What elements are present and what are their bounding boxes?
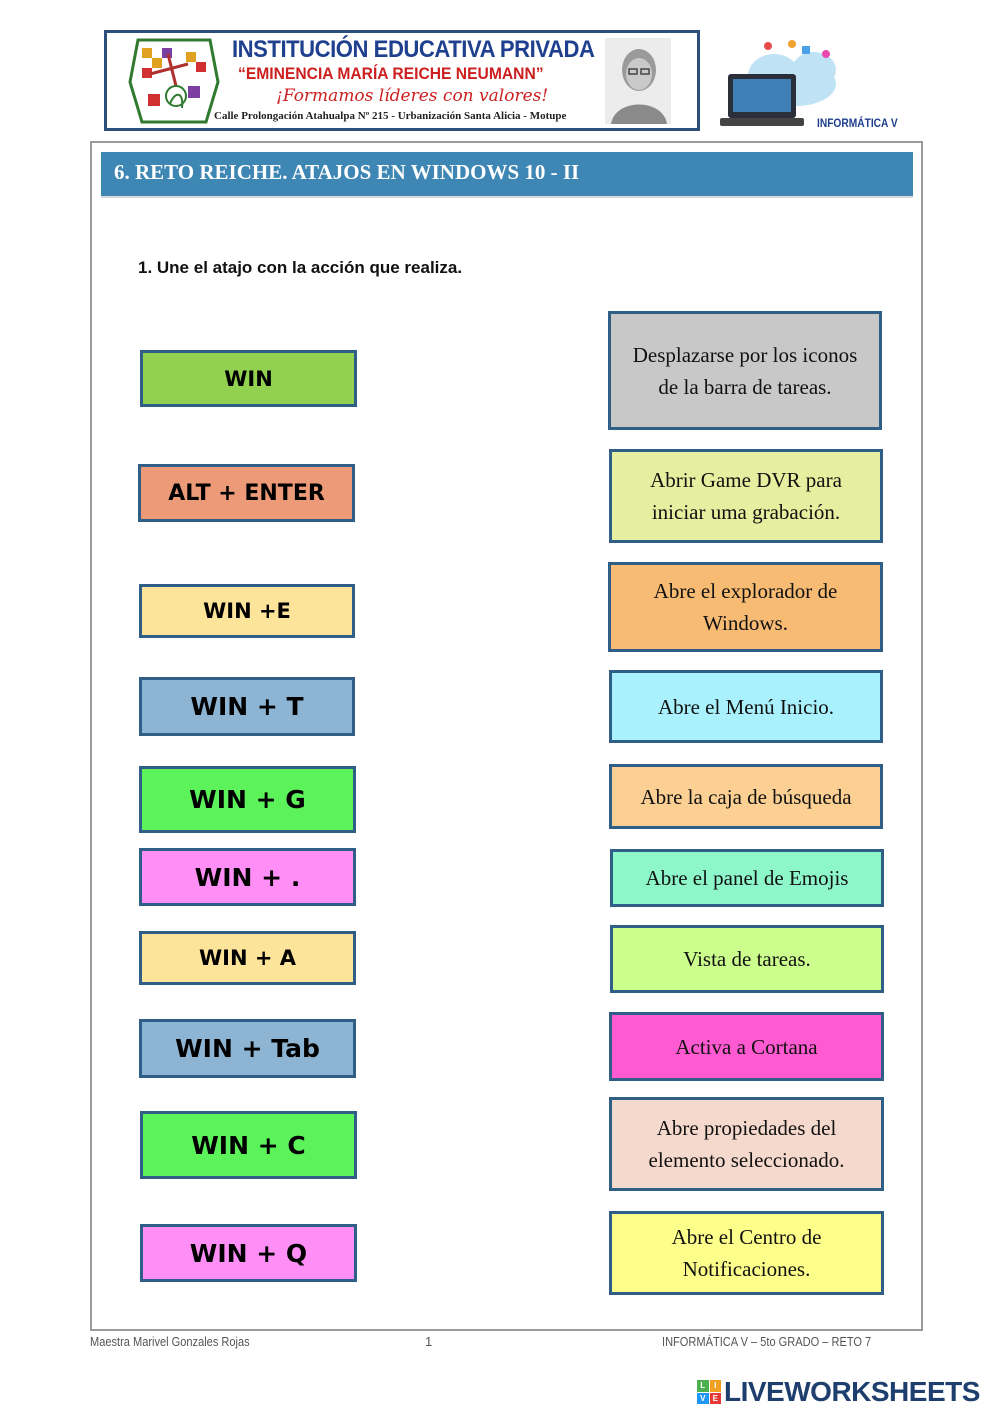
shortcut-label: WIN + A <box>198 946 297 970</box>
footer-course-info: INFORMÁTICA V – 5to GRADO – RETO 7 <box>662 1334 872 1349</box>
shortcut-label: WIN + G <box>189 785 306 814</box>
liveworksheets-logo-icon: L I V E <box>697 1380 721 1404</box>
action-box-search[interactable] <box>609 764 883 829</box>
school-motto: ¡Formamos líderes con valores! <box>276 86 549 106</box>
shortcut-label: WIN + C <box>191 1130 306 1160</box>
course-label: INFORMÁTICA V <box>817 116 898 130</box>
shortcut-label: WIN + T <box>190 692 304 721</box>
action-box-notifications[interactable] <box>609 1211 884 1295</box>
action-label: Vista de tareas. <box>683 947 811 971</box>
shortcut-label: WIN <box>224 366 273 391</box>
action-label: Abre el Menú Inicio. <box>657 694 835 719</box>
shortcut-box-win-q[interactable] <box>140 1224 357 1282</box>
footer-teacher: Maestra Marivel Gonzales Rojas <box>90 1334 250 1349</box>
shortcut-label: WIN + Tab <box>175 1034 320 1063</box>
footer-page-number: 1 <box>425 1334 433 1349</box>
shortcut-label: WIN +E <box>203 599 291 623</box>
shortcut-box-win-a[interactable] <box>139 931 356 985</box>
action-box-explorer[interactable] <box>608 562 883 652</box>
action-box-properties[interactable] <box>609 1097 884 1191</box>
action-box-task-view[interactable] <box>610 925 884 993</box>
shortcut-box-win-period[interactable] <box>139 848 356 906</box>
action-box-game-dvr[interactable] <box>609 449 883 543</box>
action-label: Activa a Cortana <box>675 1034 818 1059</box>
action-label: Abrir Game DVR para iniciar uma grabación. <box>650 468 842 524</box>
shortcut-box-win[interactable] <box>140 350 357 407</box>
shortcut-label: WIN + Q <box>189 1238 308 1268</box>
portrait-photo-icon <box>605 38 671 124</box>
action-box-cortana[interactable] <box>609 1012 884 1081</box>
shortcut-box-win-e[interactable] <box>139 584 355 638</box>
shortcut-box-win-c[interactable] <box>140 1111 357 1179</box>
instruction-text: 1. Une el atajo con la acción que realiza. <box>138 258 463 277</box>
school-address: Calle Prolongación Atahualpa Nº 215 - Urbanización Santa Alicia - Motupe <box>214 110 567 122</box>
action-box-emojis[interactable] <box>610 849 884 907</box>
liveworksheets-brand[interactable] <box>697 1376 980 1408</box>
action-label: Abre el panel de Emojis <box>645 866 849 890</box>
school-logo-icon <box>128 34 220 128</box>
action-box-start-menu[interactable] <box>609 670 883 743</box>
action-box-taskbar-icons[interactable] <box>608 311 882 430</box>
shortcut-label: WIN + . <box>194 862 301 892</box>
action-label: Desplazarse por los iconos de la barra de tareas. <box>632 342 858 399</box>
worksheet-title: 6. RETO REICHE. ATAJOS EN WINDOWS 10 - II <box>114 160 580 184</box>
action-label: Abre el explorador de Windows. <box>653 579 838 635</box>
action-label: Abre el Centro de Notificaciones. <box>671 1225 822 1281</box>
shortcut-box-win-tab[interactable] <box>139 1019 356 1078</box>
shortcut-box-alt-enter[interactable] <box>138 464 355 522</box>
shortcut-box-win-g[interactable] <box>139 766 356 833</box>
action-label: Abre la caja de búsqueda <box>640 784 852 809</box>
shortcut-box-win-t[interactable] <box>139 677 355 736</box>
liveworksheets-text: LIVEWORKSHEETS <box>724 1376 980 1407</box>
shortcut-label: ALT + ENTER <box>168 480 325 506</box>
action-label: Abre propiedades del elemento seleccionado. <box>648 1116 845 1172</box>
institution-name: “EMINENCIA MARÍA REICHE NEUMANN” <box>238 64 544 83</box>
institution-title: INSTITUCIÓN EDUCATIVA PRIVADA <box>232 36 595 63</box>
